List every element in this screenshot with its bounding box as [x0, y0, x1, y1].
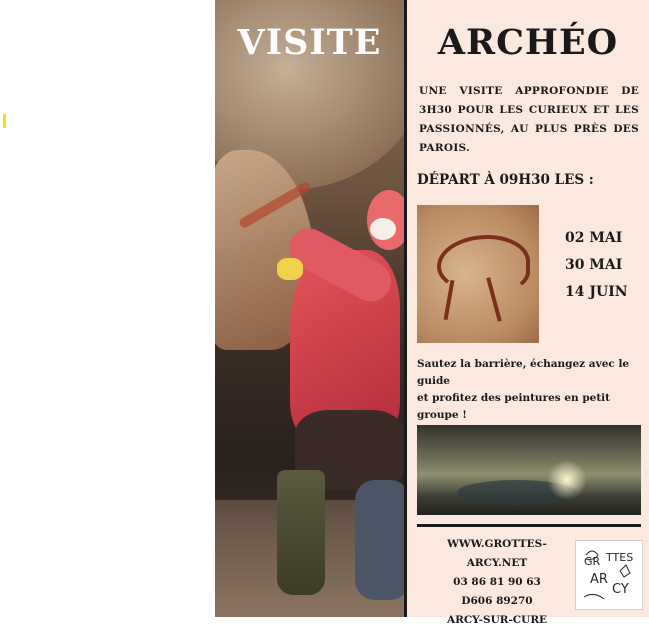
- svg-text:CY: CY: [612, 582, 629, 597]
- town: ARCY-SUR-CURE: [446, 614, 548, 626]
- title-archeo: ARCHÉO: [437, 22, 619, 63]
- horizontal-divider: [417, 524, 641, 527]
- departure-heading: DÉPART À 09H30 LES :: [417, 172, 594, 188]
- cave-painting-image: [417, 205, 539, 343]
- date-item: 30 MAI: [565, 257, 623, 273]
- logo-drawing: [576, 541, 642, 609]
- cave-restorer-photo: [215, 0, 404, 617]
- svg-text:TTES: TTES: [606, 551, 634, 564]
- svg-text:AR: AR: [590, 572, 608, 587]
- date-item: 14 JUIN: [565, 284, 628, 300]
- contact-block: [417, 535, 577, 630]
- title-visite: VISITE: [237, 22, 382, 63]
- description-line: et profitez des peintures en petit groupe !: [417, 392, 611, 421]
- grottes-arcy-logo: [575, 540, 643, 610]
- intro-text: UNE VISITE APPROFONDIE DE 3H30 POUR LES CURIEUX ET LES PASSIONNÉS, AU PLUS PRÈS DES PAROIS.: [419, 85, 639, 154]
- yellow-marker: [3, 114, 6, 128]
- website-link[interactable]: WWW.GROTTES-ARCY.NET: [447, 538, 547, 569]
- date-list: [565, 225, 645, 306]
- address-line: D606 89270: [461, 595, 533, 607]
- svg-text:GR: GR: [584, 555, 601, 568]
- info-panel: [407, 0, 649, 626]
- description-line: Sautez la barrière, échangez avec le guide: [417, 358, 630, 387]
- phone-number: 03 86 81 90 63: [453, 576, 541, 588]
- date-item: 02 MAI: [565, 230, 623, 246]
- cave-gallery-image: [417, 425, 641, 515]
